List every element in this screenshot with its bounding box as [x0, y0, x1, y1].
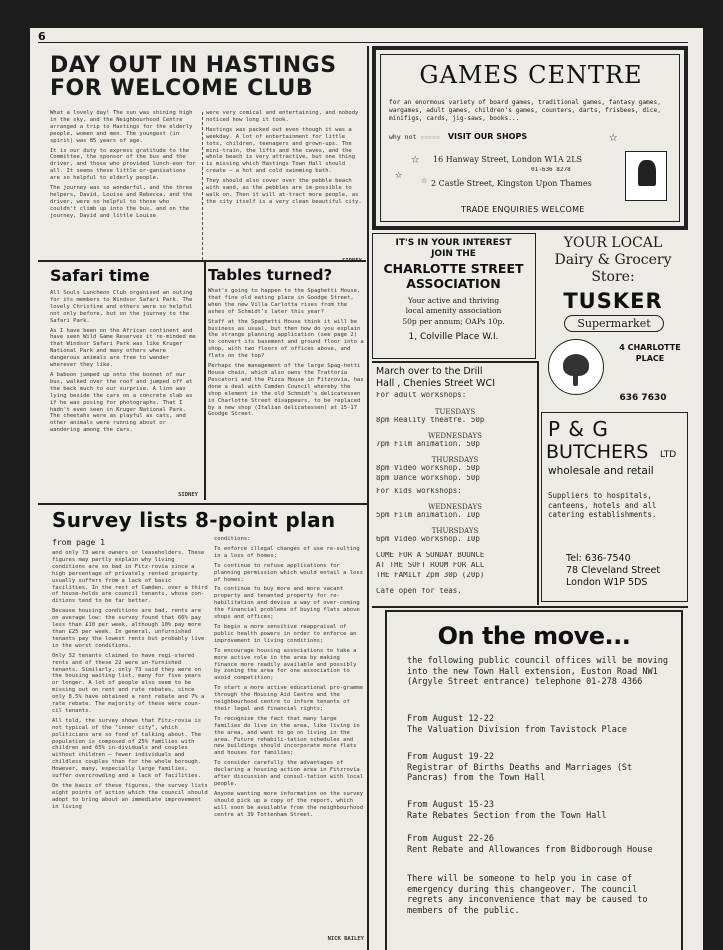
- tusker-address-1: 4 CHARLOTTE: [619, 343, 681, 352]
- drill-kids-thu-item: 6pm Video workshop. 10p: [376, 536, 480, 543]
- survey-para: To continue to buy more and more vacant property and tenanted property for re-habilitation and devise a way of over-coming the financial problems of buying flats above shops and offices;: [214, 586, 360, 621]
- drill-kids: For kids workshops:: [376, 488, 462, 495]
- move-item-date: From August 12-22: [407, 714, 494, 724]
- charlotte-line-3: CHARLOTTE STREET: [383, 261, 524, 276]
- survey-para: To consider carefully the advantages of declaring a housing action area in Fitzrovia after discussion and consul-tation with local people.: [214, 760, 364, 787]
- survey-para: To continue to refuse applications for planning permission which would entail a loss of homes;: [214, 562, 364, 583]
- move-item-date: From August 15-23: [407, 800, 494, 810]
- drill-thu: THURSDAYS: [431, 456, 479, 464]
- section-rule: [38, 260, 206, 262]
- star-icon: ☆: [421, 175, 428, 186]
- star-icon: ☆☆☆☆☆: [420, 133, 440, 141]
- move-item: [407, 834, 671, 855]
- charlotte-street-ad: [372, 233, 536, 359]
- tusker-line-1: YOUR LOCAL: [563, 235, 663, 251]
- drill-bounce-2: AT THE SOFT ROOM FOR ALL: [376, 562, 485, 569]
- survey-from-page: from page 1: [52, 538, 105, 547]
- games-centre-ad: [372, 46, 688, 230]
- butchers-ltd: LTD: [660, 450, 677, 460]
- tables-body: [208, 288, 364, 500]
- butchers-tel: Tel: 636-7540: [566, 553, 631, 564]
- day-out-column-2: [206, 110, 362, 275]
- section-rule: [372, 606, 688, 608]
- day-out-para: They should also cover over the pebble beach with sand, as the pebbles are im-possible to walk on. Then it will at-tract more people, as the city itself is a very clean beautiful city.: [206, 178, 362, 205]
- day-out-para: It is our duty to express gratitude to the Committee, the sponsor of the bus and the driver, and those who provided lunch-eon for all. It seems these little or-ganisations are so helpful to elderly people.: [50, 147, 196, 182]
- tables-headline: Tables turned?: [208, 266, 333, 284]
- games-inner-frame: [380, 54, 680, 222]
- safari-headline: Safari time: [50, 266, 150, 285]
- safari-para: All Souls Luncheon Club organised an outing for its members to Windsor Safari Park. The lovely Christine and others were so helpful not only before, but on the journey to the Safari Park.: [50, 290, 193, 324]
- survey-para: and only 73 were owners or leaseholders. These figures may partly explain why living conditions are so bad in Fitz-rovia since a high percentage of privately rented property usually suffers from a lack of basic facilities. In the rest of Camden, over a third of house-holds are council tenants, whose con-ditions tend to be far better.: [52, 550, 208, 605]
- survey-para: Anyone wanting more information on the survey should pick up a copy of the report, which will soon be available from the neighbourhood centre at 39 Tottenham Street.: [214, 790, 364, 818]
- section-rule: [206, 260, 366, 262]
- survey-para: conditions:: [214, 536, 251, 542]
- day-out-headline-1: DAY OUT IN HASTINGS: [50, 54, 337, 78]
- tusker-sub: Supermarket: [564, 315, 664, 332]
- charlotte-line-5: Your active and thriving: [407, 296, 500, 305]
- charlotte-line-7: 50p per annum; OAPs 10p.: [402, 317, 505, 326]
- drill-wed: WEDNESDAYS: [428, 432, 482, 440]
- survey-para: To start a more active educational pro-gramme through the Housing Aid Centre and the neighbourhood centre to inform tenants of their legal and financial rights;: [214, 685, 364, 712]
- on-the-move-box: [385, 610, 683, 950]
- butchers-name-2: BUTCHERS: [546, 441, 649, 463]
- drill-kids-wed: WEDNESDAYS: [428, 503, 482, 511]
- day-out-headline-2: FOR WELCOME CLUB: [50, 77, 314, 101]
- drill-title-2: Hall , Chenies Street WCI: [376, 378, 495, 389]
- butchers-ad: [541, 412, 688, 602]
- page-number: 6: [38, 30, 46, 43]
- drill-adult: For adult workshops:: [376, 392, 467, 399]
- butchers-name-1: P & G: [548, 417, 609, 441]
- charlotte-line-8: 1, Colville Place W.I.: [408, 332, 499, 342]
- section-rule: [372, 361, 538, 363]
- drill-hall-ad: [372, 364, 538, 604]
- move-item-text: Rent Rebate and Allowances from Bidborough House: [407, 844, 653, 855]
- tables-para: What's going to happen to the Spaghetti House, that fine old eating place in Goodge Street, when the new Villa Carlotta rises from the ashes of Schmidt's later this year?: [208, 288, 361, 315]
- butchers-sub: wholesale and retail: [548, 465, 654, 477]
- main-column-rule: [367, 46, 369, 950]
- games-address-1: 16 Hanway Street, London W1A 2LS: [433, 155, 583, 164]
- tusker-line-3: Store:: [591, 269, 635, 285]
- charlotte-line-2: JOIN THE: [431, 249, 476, 259]
- move-item-text: Registrar of Births Deaths and Marriages (St Pancras) from the Town Hall: [407, 762, 633, 784]
- survey-para: To encourage housing associations to take a more active role in the area by making finance more readily available and possibly by zoning the area for one association to avoid competition;: [214, 647, 357, 682]
- move-item-date: From August 19-22: [407, 752, 494, 762]
- drill-tue-item: 8pm Reality theatre. 50p: [376, 417, 485, 424]
- games-visit: VISIT OUR SHOPS: [447, 132, 528, 141]
- move-closing: There will be someone to help you in case of emergency during this changeover. The council regrets any inconvenience that may be caused to members of the public.: [407, 874, 648, 916]
- day-out-para: were very comical and entertaining, and nobody noticed how long it took.: [206, 110, 359, 123]
- elephant-icon: [548, 339, 604, 395]
- move-item: [407, 800, 671, 821]
- drill-tue: TUESDAYS: [434, 408, 476, 416]
- games-phone: 01-636 8278: [531, 167, 571, 173]
- tusker-name: TUSKER: [563, 289, 663, 313]
- games-address-2: 2 Castle Street, Kingston Upon Thames: [431, 179, 592, 188]
- safari-body: [50, 290, 198, 490]
- games-why-not: why not: [389, 133, 417, 141]
- drill-title-1: March over to the Drill: [376, 366, 483, 377]
- move-intro: the following public council offices will be moving into the new Town Hall extension, Euston Road NW1 (Argyle Street entrance) telephone 01-278 4366: [407, 656, 668, 688]
- games-logo: [625, 151, 667, 201]
- butchers-body: Suppliers to hospitals, canteens, hotels and all catering establishments.: [548, 491, 657, 519]
- drill-wed-item: 7pm Film animation. 50p: [376, 441, 480, 448]
- survey-column-2: [214, 536, 364, 950]
- games-trade: TRADE ENQUIRIES WELCOME: [461, 205, 585, 214]
- move-item-date: From August 22-26: [407, 834, 494, 844]
- charlotte-line-1: IT'S IN YOUR INTEREST: [395, 238, 512, 248]
- survey-column-1: [52, 550, 208, 950]
- survey-headline: Survey lists 8-point plan: [52, 508, 336, 532]
- safari-para: As I have been on the African continent and have seen Wild Game Reserves it re-minded me that Windsor Safari Park was like Kruger National Park and many others where dangerous animals are free to wander wherever they like.: [50, 327, 196, 369]
- survey-para: To enforce illegal changes of use re-sulting in a loss of homes;: [214, 545, 360, 559]
- day-out-column-1: [50, 110, 198, 264]
- tusker-ad: [538, 233, 688, 411]
- section-rule: [38, 503, 368, 505]
- elephant-trunk: [573, 372, 578, 386]
- drill-thu-item-2: 8pm Dance workshop. 50p: [376, 475, 480, 482]
- butchers-address-2: London W1P 5DS: [566, 577, 648, 588]
- tables-para: Staff at the Spaghetti House think it will be business as usual, but then how do you explain the strange planning application (see page 2) to convert its basement and ground floor into a shop, with two floors of offices above, and flats on the top?: [208, 318, 364, 360]
- survey-para: Only 32 tenants claimed to have regi-stered rents and of these 22 were un-furnished tenants. Similarly, only 73 said they were on the housing waiting list, many for five years or longer. A lot of people also seem to be missing out on rent and rate rebates, since only 8.5% have obtained a rent rebate and 7% a rate rebate. The majority of these were coun-cil tenants.: [52, 652, 205, 714]
- move-title: On the move...: [437, 622, 631, 650]
- charlotte-line-4: ASSOCIATION: [406, 276, 501, 291]
- star-icon: ☆: [609, 129, 618, 145]
- survey-para: On the basis of these figures, the survey lists eight points of action which the council should adopt to bring about an immediate improvement in living: [52, 783, 208, 810]
- survey-para: To begin a more sensitive reappraisal of public health powers in order to enforce an improvement in living conditions;: [214, 623, 357, 644]
- move-item-text: Rate Rebates Section from the Town Hall: [407, 810, 607, 821]
- column-divider: [202, 112, 203, 260]
- day-out-para: Hastings was packed out even though it was a weekday. A lot of entertainment for little tots, children, teenagers and grown-ups. The mini-train, the lifts and the caves, and the whole beach is very attractive, but one thing is missing which Hastings Town Hall should create — a hot and cold swimming bath.: [206, 126, 356, 175]
- star-icon: ☆: [411, 151, 420, 167]
- drill-kids-wed-item: 5pm Film animation. 10p: [376, 512, 480, 519]
- games-title: GAMES CENTRE: [419, 61, 643, 89]
- day-out-para: What a lovely day! The sun was shining high in the sky, and the Neighbourhood Centre arranged a trip to Hastings for the elderly people, women and men. The youngest (in spirit) was 85 years of age.: [50, 110, 193, 144]
- safari-para: A baboon jumped up onto the bonnet of our bus, walked over the roof and jumped off at the back much to our surprise. A lion was lying beside the cars on a concrete slab as if he was posing for photographs. That I hadn't even seen in Kruger National Park. The cheetahs were as playful as cats, and other animals were running about or wandering among the cars.: [50, 371, 193, 434]
- charlotte-line-6: local amenity association: [405, 306, 502, 315]
- column-rule: [537, 361, 539, 605]
- tusker-address-2: PLACE: [635, 354, 665, 363]
- move-item: [407, 752, 671, 784]
- drill-thu-item-1: 8pm Video workshop. 50p: [376, 465, 480, 472]
- survey-para: All told, the survey shows that Fitz-rovia is not typical of the "inner city", which politicians are so fond of talking about. The population is composed of 25% families with children and 65% in-dividuals and couples without children — fewer individuals and childless couples than for the whole borough. However, many, especially large families, suffer overcrowding and a lack of facilities.: [52, 717, 202, 780]
- drill-cafe: Cafe open for teas.: [376, 588, 462, 595]
- top-rule: [38, 42, 688, 43]
- move-item: [407, 714, 671, 735]
- tables-para: Perhaps the management of the large Spag-hetti House chain, which also owns the Trattoria Pescatori and the Pizza House in Fitzrovia, has done a deal with Camden Council whereby the shop element in the old Schmidt's delicatessen in Charlotte Street disappears, to be replaced by a new shop (Italian delicatessen) at 15-17 Goodge Street.: [208, 363, 364, 418]
- tusker-line-2: Dairy & Grocery: [554, 252, 672, 268]
- games-tagline: for an enormous variety of board games, traditional games, fantasy games, wargames, adult games, children's games, counters, darts, frisbees, dice, minifigs, cards, jig-saws, books...: [389, 99, 661, 122]
- drill-kids-thu: THURSDAYS: [431, 527, 479, 535]
- drill-bounce-3: THE FAMILY 2pm 30p (20p): [376, 572, 485, 579]
- newspaper-page: [30, 28, 703, 950]
- safari-signature: SIDNEY: [178, 492, 198, 498]
- day-out-para: The journey was so wonderful, and the three helpers, David, Louise and Rebecca, and the driver, were so helpful to those who couldn't climb up into the bus, and on the journey, David and little Louise: [50, 185, 193, 219]
- survey-para: Because housing conditions are bad, rents are on average low: the survey found that 66% pay less than £10 per week, although 10% pay more than £25 per week. In general, unfurnished tenants pay the lowest rents but probably live in the worst conditions.: [52, 608, 205, 649]
- chess-piece-icon: [638, 160, 656, 186]
- butchers-address-1: 78 Cleveland Street: [566, 565, 661, 576]
- survey-signature: NICK BAILEY: [327, 936, 364, 942]
- drill-bounce-1: COME FOR A SUNDAY BOUNCE: [376, 552, 485, 559]
- survey-para: To recognise the fact that many large families do live in the area, like living in the area, and want to go on living in the area. Future rehabili-tation schedules and new buildings should incorporate more flats and houses for families;: [214, 715, 360, 757]
- tusker-phone: 636 7630: [619, 393, 667, 403]
- star-icon: ☆: [395, 167, 403, 181]
- column-rule: [204, 262, 206, 500]
- games-why-row: [389, 132, 527, 141]
- move-item-text: The Valuation Division from Tavistock Place: [407, 724, 628, 735]
